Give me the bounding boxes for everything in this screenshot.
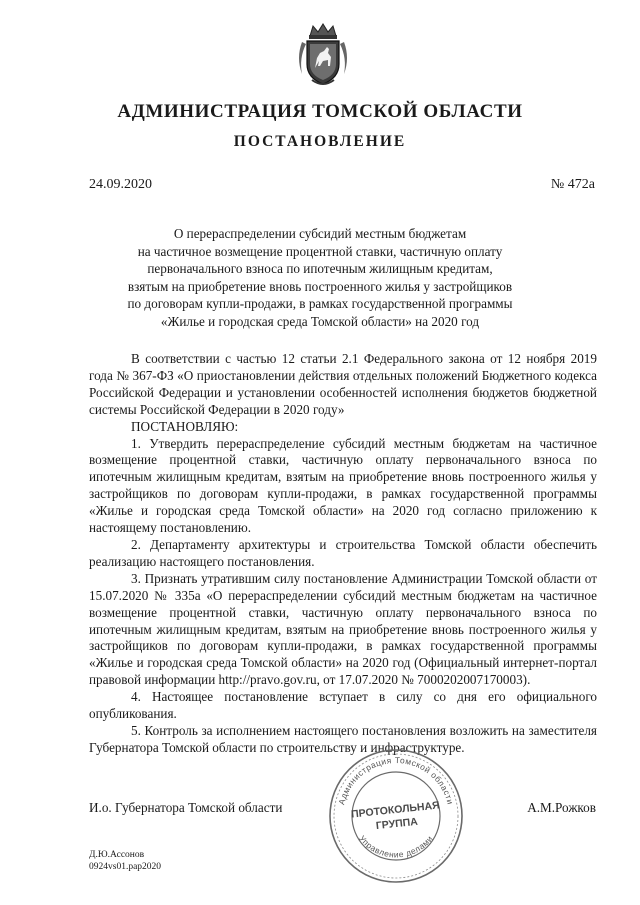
- preamble-paragraph: В соответствии с частью 12 статьи 2.1 Федерального закона от 12 ноября 2019 года № 367-ФЗ «О приостановлении действия отдельных положений Бюджетного кодекса Российской Федерации и установлении особенностей исполнения бюджетов бюджетной системы Российской Федерации в 2020 году»: [89, 351, 597, 417]
- document-date: 24.09.2020: [89, 177, 152, 192]
- item-paragraph: 4. Настоящее постановление вступает в силу со дня его официального опубликования.: [89, 689, 597, 722]
- document-type: ПОСТАНОВЛЕНИЕ: [233, 133, 407, 150]
- stamp-center-line2: ГРУППА: [375, 815, 419, 833]
- subject-line: на частичное возмещение процентной ставки, частичную оплату: [137, 243, 503, 259]
- subject-line: первоначального взноса по ипотечным жилищным кредитам,: [147, 261, 493, 276]
- decree-word: ПОСТАНОВЛЯЮ:: [131, 418, 239, 434]
- stamp-outer-top-text: Администрация Томской области: [336, 754, 456, 806]
- stamp-outer-bottom-text: Управление делами: [357, 833, 435, 860]
- official-stamp: [321, 741, 471, 891]
- document-subject: [0, 225, 640, 330]
- executor-file-ref: 0924vs01.рар2020: [89, 862, 162, 872]
- document-number: № 472а: [550, 177, 595, 192]
- subject-line: взятым на приобретение вновь построенного жилья у застройщиков: [127, 278, 513, 294]
- stamp-center-line1: ПРОТОКОЛЬНАЯ: [350, 799, 441, 821]
- svg-text:Управление делами: [357, 833, 435, 859]
- subject-line: по договорам купли-продажи, в рамках государственной программы: [127, 296, 513, 311]
- item-paragraph: 3. Признать утратившим силу постановление Администрации Томской области от 15.07.2020 № 335а «О перераспределении субсидий местным бюджетам на частичное возмещение процентной ставки, частичную оплату первоначального взноса по ипотечным жилищным кредитам, взятым на приобретение вновь построенного жилья у застройщиков по договорам купли-продажи, в рамках государственной программы «Жилье и городская среда Томской области» на 2020 год (Официальный интернет-портал правовой информации http://pravo.gov.ru, от 17.07.2020 № 7000202007170003).: [89, 570, 597, 688]
- signatory-name: А.М.Рожков: [527, 800, 596, 815]
- signatory-title: И.о. Губернатора Томской области: [89, 800, 283, 815]
- item-paragraph: 5. Контроль за исполнением настоящего постановления возложить на заместителя Губернатора Томской области по строительству и инфраструктуре.: [89, 722, 597, 755]
- item-paragraph: 1. Утвердить перераспределение субсидий местным бюджетам на частичное возмещение процентной ставки, частичную оплату первоначального взноса по ипотечным жилищным кредитам, взятым на приобретение вновь построенного жилья у застройщиков по договорам купли-продажи, в рамках государственной программы «Жилье и городская среда Томской области» на 2020 год согласно приложению к настоящему постановлению.: [89, 435, 597, 536]
- item-paragraph: 2. Департаменту архитектуры и строительства Томской области обеспечить реализацию настоящего постановления.: [89, 536, 597, 569]
- document-body: [89, 351, 597, 757]
- executor-info: [89, 849, 161, 873]
- svg-text:Администрация Томской области: [336, 755, 455, 806]
- subject-line: О перераспределении субсидий местным бюджетам: [173, 226, 467, 241]
- organization-title: АДМИНИСТРАЦИЯ ТОМСКОЙ ОБЛАСТИ: [117, 101, 523, 122]
- coat-of-arms-emblem: [296, 22, 350, 88]
- executor-name: Д.Ю.Ассонов: [89, 850, 145, 860]
- subject-line: «Жилье и городская среда Томской области» на 2020 год: [160, 313, 480, 329]
